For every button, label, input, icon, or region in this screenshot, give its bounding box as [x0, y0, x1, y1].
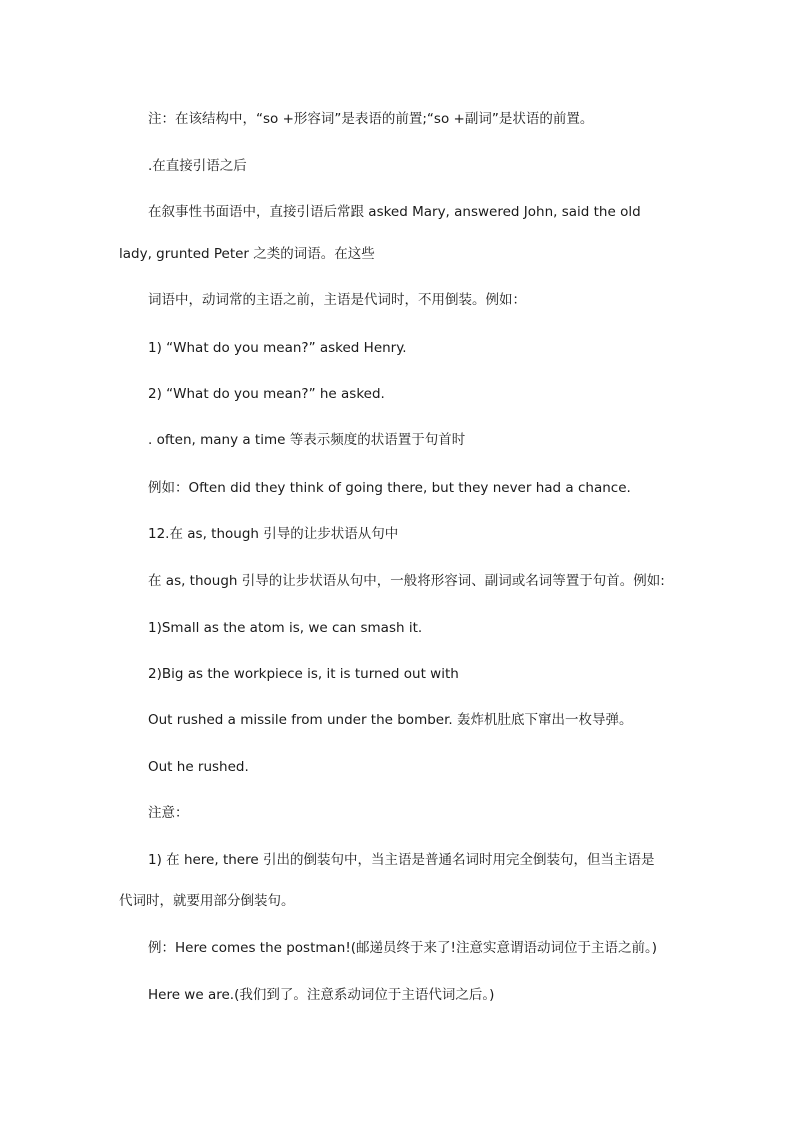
example-out-rushed-missile: Out rushed a missile from under the bomber. 轰炸机肚底下窜出一枚导弹。: [148, 712, 633, 728]
example-out-he-rushed: Out he rushed.: [148, 759, 249, 775]
example-big-workpiece: 2)Big as the workpiece is, it is turned out with: [148, 666, 459, 682]
paragraph-narrative-line-1: 在叙事性书面语中，直接引语后常跟 asked Mary, answered John, said the old: [148, 204, 641, 220]
note-1-line-2: 代词时，就要用部分倒装句。: [119, 893, 295, 909]
example-often: 例如：Often did they think of going there, but they never had a chance.: [148, 480, 631, 496]
heading-frequency-adverbs: . often, many a time 等表示频度的状语置于句首时: [148, 432, 466, 448]
paragraph-concessive: 在 as, though 引导的让步状语从句中，一般将形容词、副词或名词等置于句首。例如:: [148, 573, 665, 589]
paragraph-verb-order: 词语中，动词常的主语之前，主语是代词时，不用倒装。例如：: [148, 292, 526, 308]
example-small-atom: 1)Small as the atom is, we can smash it.: [148, 620, 423, 636]
example-here-comes-postman: 例：Here comes the postman!(邮递员终于来了!注意实意谓语动词位于主语之前。): [148, 940, 657, 956]
heading-12-concessive: 12.在 as, though 引导的让步状语从句中: [148, 526, 399, 542]
note-1-line-1: 1) 在 here, there 引出的倒装句中，当主语是普通名词时用完全倒装句，但当主语是: [148, 852, 655, 868]
heading-after-direct-quote: .在直接引语之后: [148, 158, 247, 174]
paragraph-narrative-line-2: lady, grunted Peter 之类的词语。在这些: [119, 246, 375, 262]
example-here-we-are: Here we are.(我们到了。注意系动词位于主语代词之后。): [148, 987, 495, 1003]
heading-note: 注意：: [148, 805, 189, 821]
example-2-he-asked: 2) “What do you mean?” he asked.: [148, 386, 385, 402]
note-so-structure: 注：在该结构中，“so +形容词”是表语的前置;“so +副词”是状语的前置。: [148, 111, 594, 127]
example-1-asked-henry: 1) “What do you mean?” asked Henry.: [148, 340, 407, 356]
